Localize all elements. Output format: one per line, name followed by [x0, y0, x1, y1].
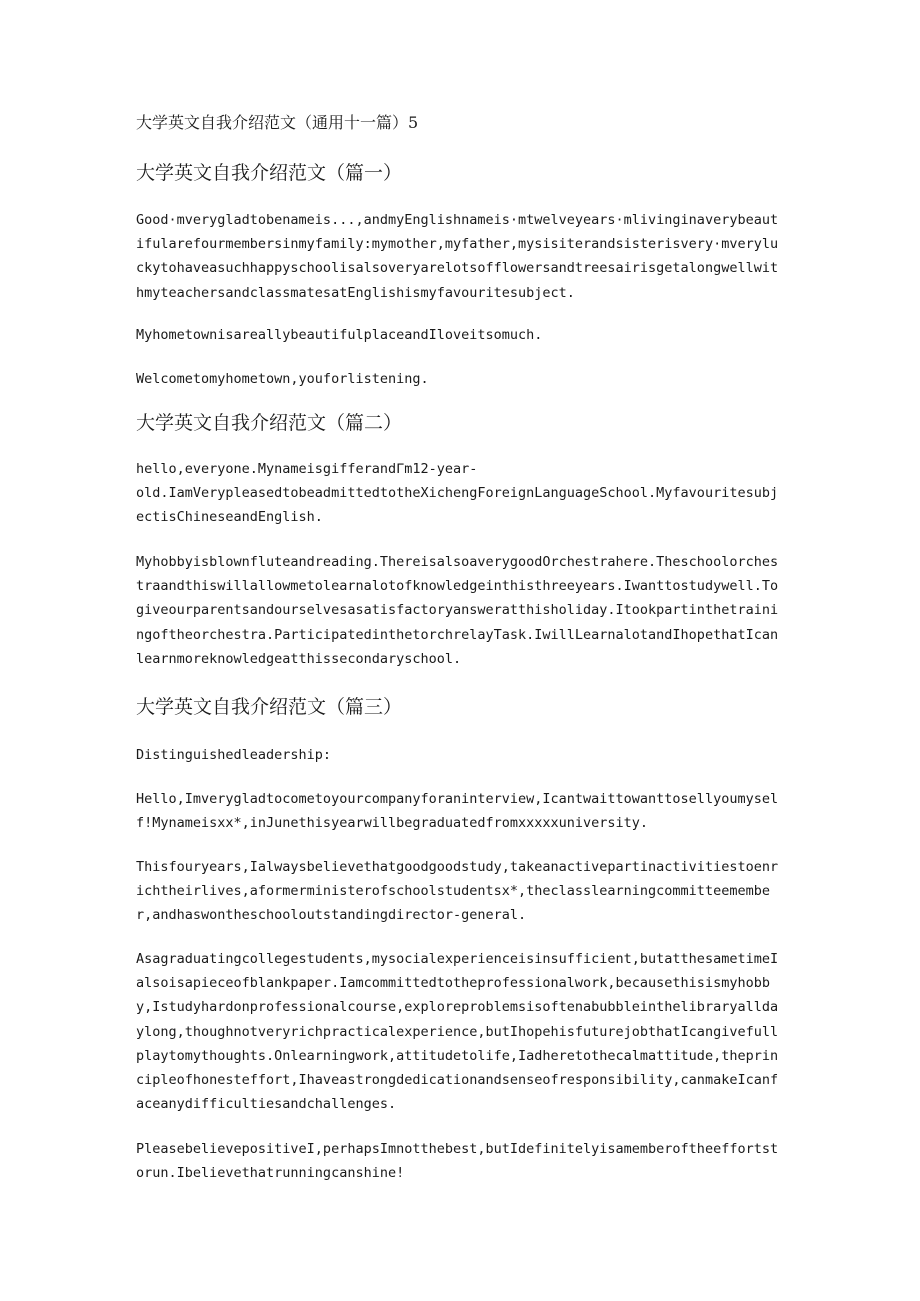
section-1-paragraph-1: Good·mverygladtobenameis...,andmyEnglishnameis·mtwelveyears·mlivinginaverybeautifularefourmembersinmyfamily:mymother,myfather,mysisiterandsisterisvery·mveryluckytohaveasuchhappyschoolisalsoveryarelotsofflowersandtreesairisgetalongwellwithmyteachersandclassmatesatEnglishismyfavouritesubject.: [136, 212, 779, 301]
section-heading-1: 大学英文自我介绍范文（篇一）: [136, 162, 403, 184]
document-title: 大学英文自我介绍范文（通用十一篇）5: [136, 113, 419, 132]
section-3-paragraph-5: PleasebelievepositiveI,perhapsImnotthebest,butIdefinitelyisamemberoftheeffortstorun.Ibelievethatrunningcanshine!: [136, 1141, 779, 1182]
section-3-paragraph-3: Thisfouryears,Ialwaysbelievethatgoodgoodstudy,takeanactivepartinactivitiestoenrichtheirlives,aformerministerofschoolstudentsx*,theclasslearningcommitteemember,andhaswontheschooloutstandingdirector-general.: [136, 859, 779, 924]
section-heading-3: 大学英文自我介绍范文（篇三）: [136, 696, 403, 718]
section-2-paragraph-2: Myhobbyisblownfluteandreading.ThereisalsoaverygoodOrchestrahere.Theschoolorchestraandthiswillallowmetolearnalotofknowledgeinthisthreeyears.Iwanttostudywell.Togiveourparentsandourselvesasatisfactoryansweratthisholiday.Itookpartinthetrainingoftheorchestra.ParticipatedinthetorchrelayTask.IwillLearnalotandIhopethatIcanlearnmoreknowledgeatthissecondaryschool.: [136, 554, 779, 667]
section-3-paragraph-2: Hello,Imverygladtocometoyourcompanyforaninterview,Icantwaittowanttosellyoumyself!Mynameisxx*,inJunethisyearwillbegraduatedfromxxxxxuniversity.: [136, 791, 779, 832]
section-2-paragraph-1: hello,everyone.MynameisgifferandΓm12-year- old.IamVerypleasedtobeadmittedtotheXichengForeignLanguageSchool.MyfavouritesubjectisChineseandEnglish.: [136, 461, 779, 526]
section-1-paragraph-2: MyhometownisareallybeautifulplaceandIloveitsomuch.: [136, 327, 543, 343]
section-heading-2: 大学英文自我介绍范文（篇二）: [136, 412, 403, 434]
section-1-paragraph-3: Welcometomyhometown,youforlistening.: [136, 371, 429, 387]
section-3-paragraph-4: Asagraduatingcollegestudents,mysocialexperienceisinsufficient,butatthesametimeIalsoisapieceofblankpaper.Iamcommittedtotheprofessionalwork,becausethisismyhobby,Istudyhardonprofessionalcourse,exploreproblemsisoftenabubbleinthelibraryalldaylong,thoughnotveryrichpracticalexperience,butIhopehisfuturejobthatIcangivefullplaytomythoughts.Onlearningwork,attitudetolife,Iadheretothecalmattitude,theprincipleofhonesteffort,Ihaveastrongdedicationandsenseofresponsibility,canmakeIcanfaceanydifficultiesandchallenges.: [136, 951, 779, 1113]
section-3-paragraph-1: Distinguishedleadership:: [136, 747, 332, 763]
